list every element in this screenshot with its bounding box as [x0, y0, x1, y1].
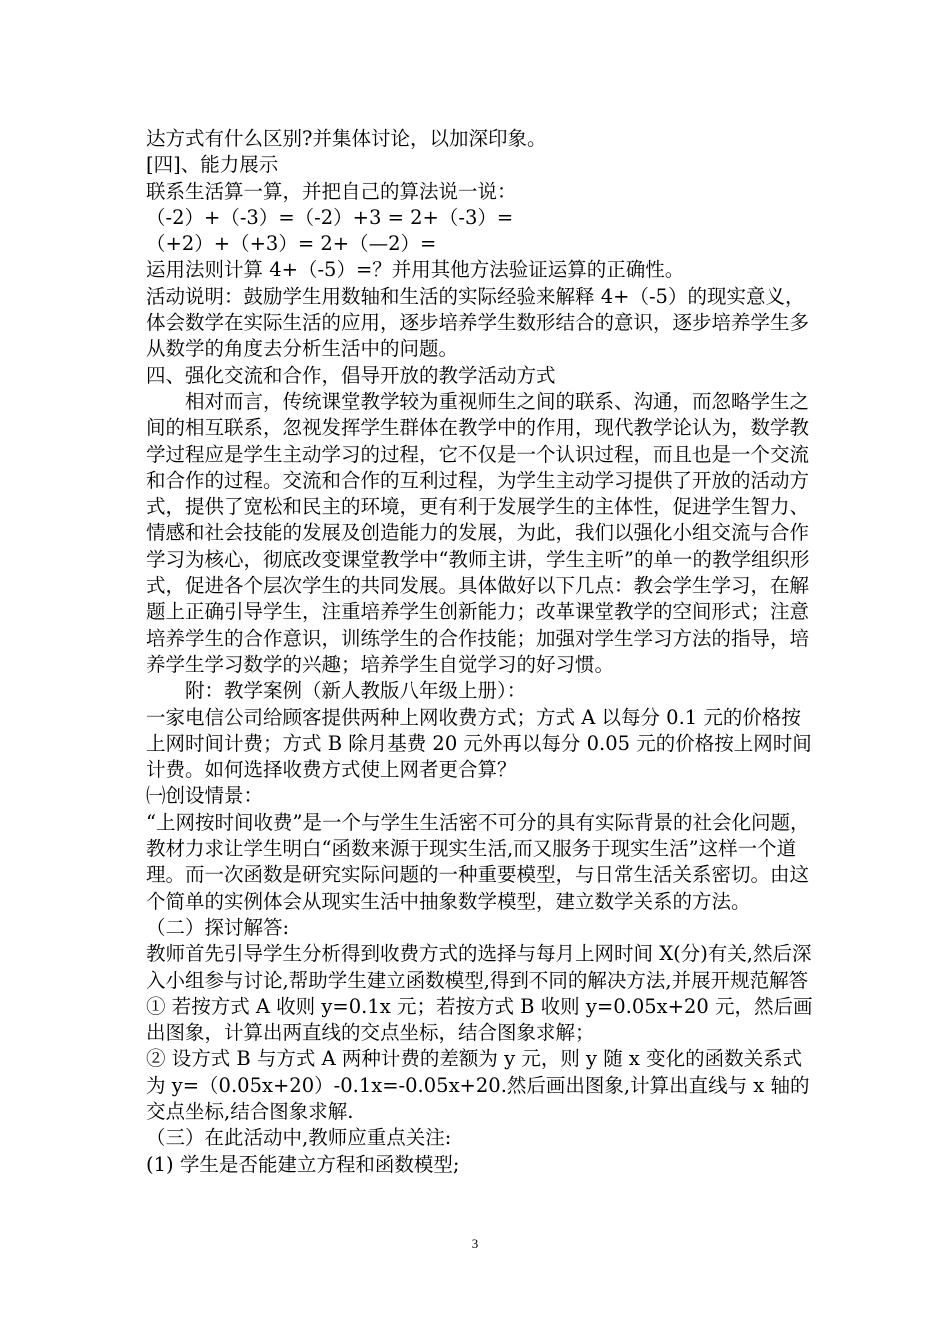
- solution-1: ① 若按方式 A 收则 y=0.1x 元；若按方式 B 收则 y=0.05x+20 元，然后画出图象，计算出两直线的交点坐标，结合图象求解；: [146, 994, 813, 1045]
- paragraph-6: 运用法则计算 4+（-5）=？并用其他方法验证运算的正确性。: [146, 258, 685, 282]
- subheading-focus: （三）在此活动中,教师应重点关注:: [146, 1126, 452, 1150]
- case-problem: 一家电信公司给顾客提供两种上网收费方式；方式 A 以每分 0.1 元的价格按上网时间计费；方式 B 除月基费 20 元外再以每分 0.05 元的价格按上网时间计费。如何选择收费方式使上网者更合算？: [146, 705, 812, 782]
- paragraph-main: 相对而言，传统课堂教学较为重视师生之间的联系、沟通，而忽略学生之间的相互联系，忽视发挥学生群体在教学中的作用，现代教学论认为，数学教学过程应是学生主动学习的过程，它不仅是一个认识过程，而且也是一个交流和合作的过程。交流和合作的互利过程，为学生主动学习提供了开放的活动方式，提供了宽松和民主的环境，更有利于发展学生的主体性，促进学生智力、情感和社会技能的发展及创造能力的发展，为此，我们以强化小组交流与合作学习为核心，彻底改变课堂教学中“教师主讲，学生主听”的单一的教学组织形式，促进各个层次学生的共同发展。具体做好以下几点：教会学生学习，在解题上正确引导学生，注重培养学生创新能力；改革课堂教学的空间形式；注意培养学生的合作意识，训练学生的合作技能；加强对学生学习方法的指导，培养学生学习数学的兴趣；培养学生自觉学习的好习惯。: [146, 389, 810, 676]
- scenario-text: “上网按时间收费”是一个与学生生活密不可分的具有实际背景的社会化问题，教材力求让学生明白“函数来源于现实生活,而又服务于现实生活”这样一个道理。而一次函数是研究实际问题的一种重要模型，与日常生活关系密切。由这个简单的实例体会从现实生活中抽象数学模型，建立数学关系的方法。: [146, 810, 810, 913]
- activity-note: 活动说明：鼓励学生用数轴和生活的实际经验来解释 4+（-5）的现实意义，体会数学在实际生活的应用，逐步培养学生数形结合的意识，逐步培养学生多从数学的角度去分析生活中的问题。: [146, 284, 810, 361]
- page-number: 3: [471, 1236, 479, 1251]
- paragraph-3: 联系生活算一算，并把自己的算法说一说：: [146, 179, 517, 203]
- equation-line-2: （+2）+（+3）= 2+（—2）=: [146, 232, 437, 256]
- subheading-discussion: （二）探讨解答:: [146, 915, 290, 939]
- equation-line-1: （-2）+（-3）=（-2）+3 = 2+（-3）=: [146, 205, 514, 229]
- section-heading-four: 四、强化交流和合作，倡导开放的教学活动方式: [146, 363, 556, 387]
- document-body: [146, 126, 818, 1178]
- focus-item-1: (1) 学生是否能建立方程和函数模型;: [146, 1152, 460, 1176]
- solution-2: ② 设方式 B 与方式 A 两种计费的差额为 y 元，则 y 随 x 变化的函数关系式为 y=（0.05x+20）-0.1x=-0.05x+20.然后画出图象,计算出直线与 x 轴的交点坐标,结合图象求解.: [146, 1047, 810, 1123]
- paragraph-1: 达方式有什么区别?并集体讨论，以加深印象。: [146, 127, 547, 150]
- appendix-title: 附：教学案例（新人教版八年级上册）：: [185, 679, 527, 703]
- subheading-scenario: ㈠创设情景：: [146, 784, 264, 808]
- discussion-text: 教师首先引导学生分析得到收费方式的选择与每月上网时间 X(分)有关,然后深入小组参与讨论,帮助学生建立函数模型,得到不同的解决方法,并展开规范解答: [146, 942, 812, 992]
- section-heading-ability: [四]、能力展示: [146, 153, 279, 177]
